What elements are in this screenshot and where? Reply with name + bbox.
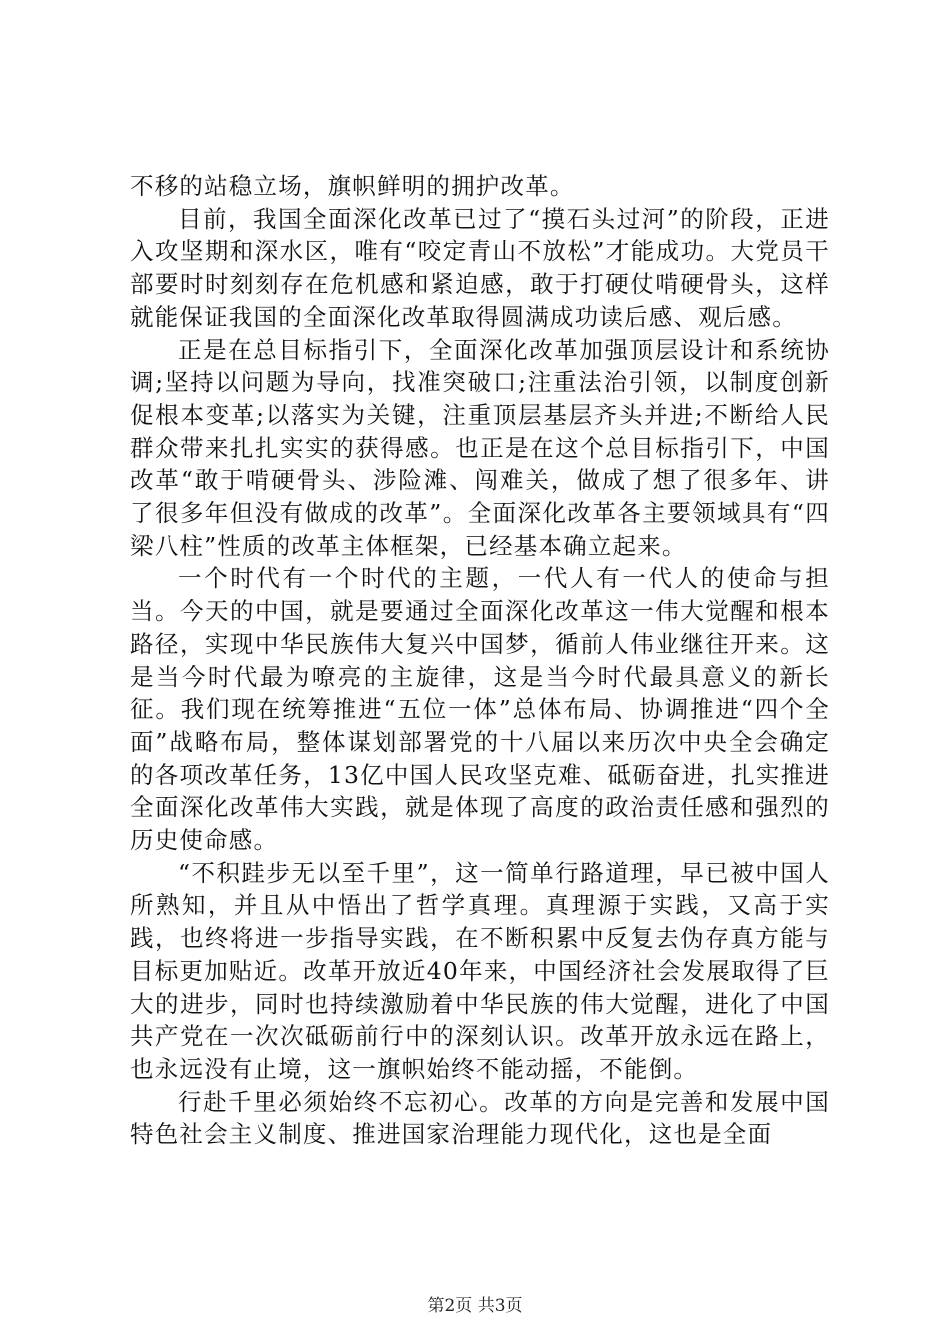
paragraph-4: 一个时代有一个时代的主题，一代人有一代人的使命与担当。今天的中国，就是要通过全面深化改革这一伟大觉醒和根本路径，实现中华民族伟大复兴中国梦，循前人伟业继往开来。这是当今时代最为嘹亮的主旋律，这是当今时代最具意义的新长征。我们现在统筹推进“五位一体”总体布局、协调推进“四个全面”战略布局，整体谋划部署党的十八届以来历次中央全会确定的各项改革任务，13亿中国人民攻坚克难、砥砺奋进，扎实推进全面深化改革伟大实践，就是体现了高度的政治责任感和强烈的历史使命感。 [130,564,830,855]
paragraph-1: 不移的站稳立场，旗帜鲜明的拥护改革。 [130,172,575,200]
page-number-label: 第2页 共3页 [427,1296,523,1316]
body-text [130,170,830,1151]
paragraph-3: 正是在总目标指引下，全面深化改革加强顶层设计和系统协调;坚持以问题为导向，找准突破口;注重法治引领，以制度创新促根本变革;以落实为关键，注重顶层基层齐头并进;不断给人民群众带来扎扎实实的获得感。也正是在这个总目标指引下，中国改革“敢于啃硬骨头、涉险滩、闯难关，做成了想了很多年、讲了很多年但没有做成的改革”。全面深化改革各主要领域具有“四梁八柱”性质的改革主体框架，已经基本确立起来。 [130,335,830,560]
page-footer [0,1296,950,1316]
paragraph-5: “不积跬步无以至千里”，这一简单行路道理，早已被中国人所熟知，并且从中悟出了哲学真理。真理源于实践，又高于实践，也终将进一步指导实践，在不断积累中反复去伪存真方能与目标更加贴近。改革开放近40年来，中国经济社会发展取得了巨大的进步，同时也持续激励着中华民族的伟大觉醒，进化了中国共产党在一次次砥砺前行中的深刻认识。改革开放永远在路上，也永远没有止境，这一旗帜始终不能动摇，不能倒。 [130,858,830,1083]
paragraph-2: 目前，我国全面深化改革已过了“摸石头过河”的阶段，正进入攻坚期和深水区，唯有“咬定青山不放松”才能成功。大党员干部要时时刻刻存在危机感和紧迫感，敢于打硬仗啃硬骨头，这样就能保证我国的全面深化改革取得圆满成功读后感、观后感。 [130,204,830,331]
paragraph-6: 行赴千里必须始终不忘初心。改革的方向是完善和发展中国特色社会主义制度、推进国家治理能力现代化，这也是全面 [130,1087,830,1149]
